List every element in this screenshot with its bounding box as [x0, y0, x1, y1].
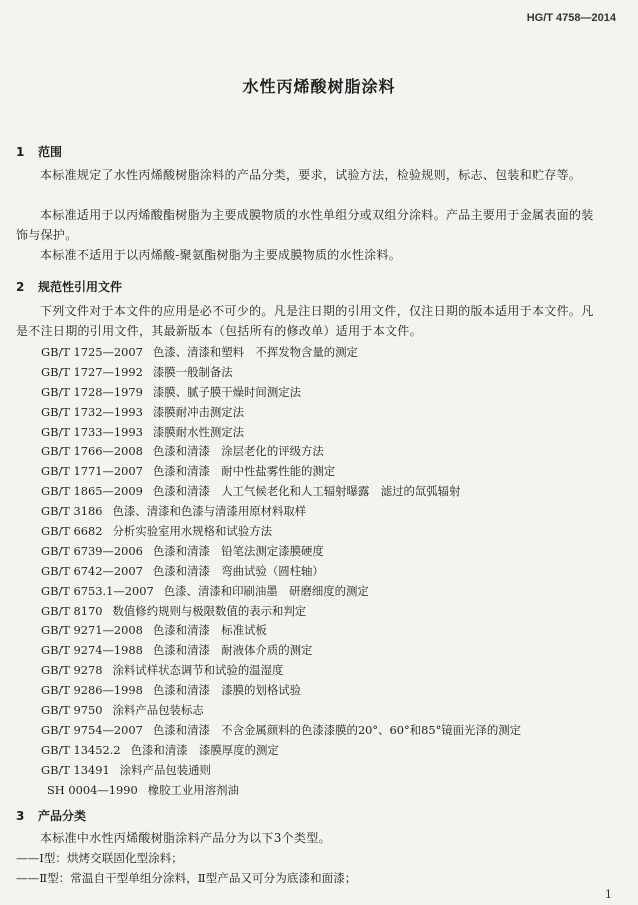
reference-code: GB/T 6739—2006: [41, 543, 143, 558]
scope-paragraph-2: 本标准适用于以丙烯酸酯树脂为主要成膜物质的水性单组分或双组分涂料。产品主要用于金属表面的装饰与保护。: [16, 208, 594, 242]
reference-item: [41, 403, 611, 423]
section-number: 2: [16, 280, 25, 294]
reference-title: 色漆、清漆和色漆与清漆用原材料取样: [112, 504, 307, 519]
reference-item: [41, 363, 611, 383]
reference-code: GB/T 3186: [41, 504, 103, 519]
classification-item: ——Ⅱ型：常温自干型单组分涂料，Ⅱ型产品又可分为底漆和面漆；: [16, 871, 357, 885]
reference-code: GB/T 9754—2007: [41, 722, 143, 737]
reference-code: GB/T 1865—2009: [41, 484, 143, 499]
reference-item: [41, 721, 611, 741]
scope-paragraph-1: 本标准规定了水性丙烯酸树脂涂料的产品分类，要求，试验方法，检验规则，标志、包装和贮存等。: [40, 168, 582, 182]
reference-item: [41, 641, 611, 661]
reference-item: [41, 661, 611, 681]
classification-intro: 本标准中水性丙烯酸树脂涂料产品分为以下3个类型。: [40, 831, 331, 845]
reference-code: GB/T 1733—1993: [41, 424, 143, 439]
reference-item: [41, 442, 611, 462]
page-number: 1: [605, 888, 612, 901]
reference-code: GB/T 13452.2: [41, 742, 121, 757]
reference-code: GB/T 9278: [41, 663, 103, 678]
section-heading-product-classification: [16, 807, 86, 824]
section-title: 产品分类: [38, 809, 87, 823]
reference-title: 橡胶工业用溶剂油: [147, 782, 239, 797]
reference-title: 色漆和清漆 铅笔法测定漆膜硬度: [152, 543, 324, 558]
section-number: 3: [16, 809, 25, 823]
reference-title: 色漆和清漆 不含金属颜料的色漆漆膜的20°、60°和85°镜面光泽的测定: [152, 722, 522, 737]
reference-item: [41, 562, 611, 582]
reference-code: GB/T 1732—1993: [41, 404, 143, 419]
reference-code: GB/T 13491: [41, 762, 110, 777]
reference-title: 色漆和清漆 耐液体介质的测定: [152, 643, 313, 658]
section-heading-scope: [16, 143, 62, 160]
reference-title: 涂料产品包装通则: [119, 762, 211, 777]
reference-item: [41, 343, 611, 363]
reference-item: [41, 522, 611, 542]
reference-code: GB/T 6753.1—2007: [41, 583, 154, 598]
reference-code: SH 0004—1990: [47, 782, 138, 797]
reference-code: GB/T 1727—1992: [41, 364, 143, 379]
reference-code: GB/T 1728—1979: [41, 384, 143, 399]
section-number: 1: [16, 145, 25, 159]
reference-title: 分析实验室用水规格和试验方法: [112, 524, 272, 539]
reference-title: 色漆、清漆和印刷油墨 研磨细度的测定: [163, 583, 369, 598]
reference-item: [41, 582, 611, 602]
reference-item: [41, 383, 611, 403]
reference-code: GB/T 9271—2008: [41, 623, 143, 638]
references-intro: 下列文件对于本文件的应用是必不可少的。凡是注日期的引用文件，仅注日期的版本适用于本文件。凡是不注日期的引用文件，其最新版本（包括所有的修改单）适用于本文件。: [16, 304, 594, 338]
reference-item: [41, 462, 611, 482]
reference-item: [41, 761, 611, 781]
classification-item: ——Ⅰ型：烘烤交联固化型涂料；: [16, 851, 183, 865]
reference-title: 色漆和清漆 漆膜厚度的测定: [130, 742, 279, 757]
reference-code: GB/T 6742—2007: [41, 563, 143, 578]
reference-item: [41, 681, 611, 701]
reference-code: GB/T 8170: [41, 603, 103, 618]
reference-code: GB/T 6682: [41, 524, 103, 539]
reference-code: GB/T 9274—1988: [41, 643, 143, 658]
reference-title: 色漆、清漆和塑料 不挥发物含量的测定: [152, 345, 358, 359]
reference-title: 漆膜一般制备法: [152, 364, 233, 379]
section-title: 范围: [38, 145, 63, 159]
section-heading-normative-references: [16, 278, 122, 295]
reference-title: 漆膜耐冲击测定法: [152, 404, 245, 419]
reference-title: 数值修约规则与极限数值的表示和判定: [112, 603, 307, 618]
reference-code: GB/T 9750: [41, 703, 103, 718]
reference-title: 涂料试样状态调节和试验的温湿度: [112, 663, 284, 678]
scope-paragraph-3: 本标准不适用于以丙烯酸-聚氨酯树脂为主要成膜物质的水性涂料。: [40, 248, 402, 262]
reference-code: GB/T 1771—2007: [41, 464, 143, 479]
reference-list: [41, 343, 611, 800]
classification-list: [16, 848, 606, 888]
reference-item: [41, 482, 611, 502]
reference-item: [41, 621, 611, 641]
reference-item: [41, 423, 611, 443]
reference-item: [41, 602, 611, 622]
reference-item: [47, 781, 611, 801]
reference-title: 涂料产品包装标志: [112, 703, 204, 718]
reference-item: [41, 701, 611, 721]
reference-title: 色漆和清漆 弯曲试验（圆柱轴）: [152, 563, 324, 578]
reference-item: [41, 502, 611, 522]
reference-code: GB/T 1725—2007: [41, 345, 143, 359]
reference-title: 色漆和清漆 标准试板: [152, 623, 267, 638]
reference-title: 色漆和清漆 耐中性盐雾性能的测定: [152, 464, 336, 479]
reference-title: 漆膜、腻子膜干燥时间测定法: [152, 384, 301, 399]
reference-code: GB/T 9286—1998: [41, 683, 143, 698]
reference-title: 色漆和清漆 人工气候老化和人工辐射曝露 滤过的氙弧辐射: [152, 484, 461, 499]
reference-item: [41, 741, 611, 761]
reference-title: 色漆和清漆 漆膜的划格试验: [152, 683, 301, 698]
section-title: 规范性引用文件: [38, 280, 123, 294]
reference-item: [41, 542, 611, 562]
reference-title: 漆膜耐水性测定法: [152, 424, 245, 439]
standard-code: HG/T 4758—2014: [526, 12, 616, 24]
reference-title: 色漆和清漆 涂层老化的评级方法: [152, 444, 324, 459]
document-title: 水性丙烯酸树脂涂料: [242, 77, 396, 96]
reference-code: GB/T 1766—2008: [41, 444, 143, 459]
